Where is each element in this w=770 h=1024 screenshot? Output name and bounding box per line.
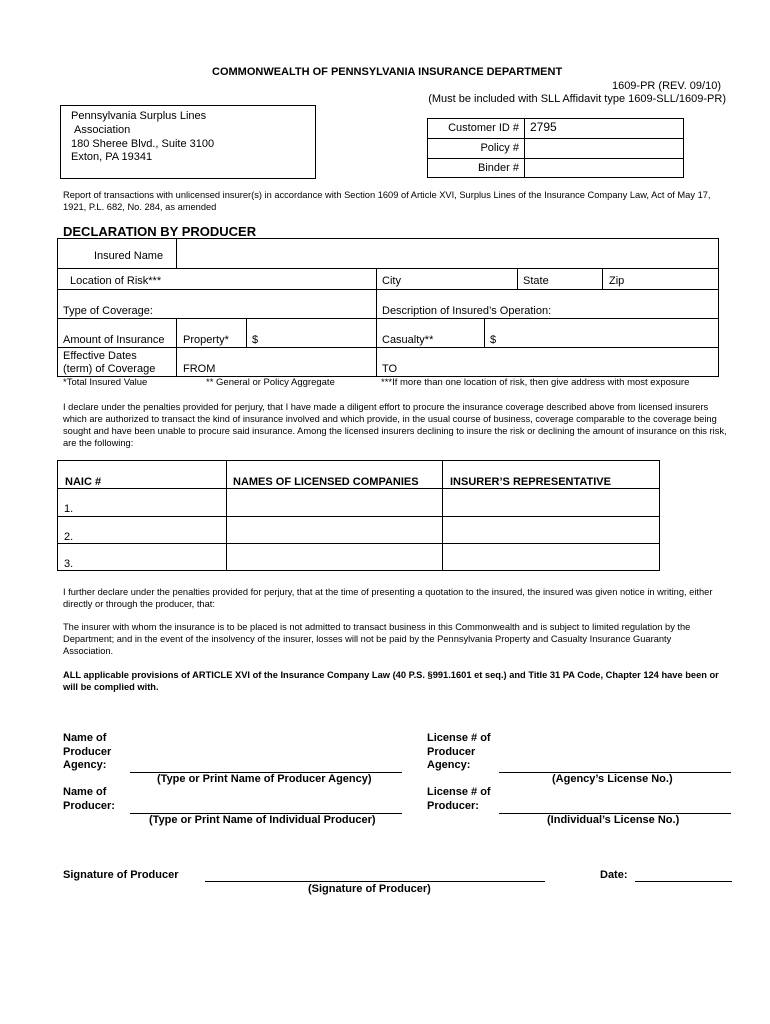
policy-input[interactable] xyxy=(525,139,683,157)
agency-license-label-2: Producer xyxy=(427,746,476,758)
insured-name-label: Insured Name xyxy=(94,250,164,262)
further-text: I further declare under the penalties provided for perjury, that at the time of presenting a quotation to the insured, the insured was given notice in writing, either directly or through the producer, that: xyxy=(63,587,713,609)
producer-name-label-2: Producer: xyxy=(63,800,115,812)
declaration-heading: DECLARATION BY PRODUCER xyxy=(63,224,257,239)
table-row-2: 2. xyxy=(64,531,74,543)
date-label: Date: xyxy=(600,869,628,881)
provisions-text: ALL applicable provisions of ARTICLE XVI of the Insurance Company Law (40 P.S. §991.1601 et seq.) and Title 31 PA Code, Chapter 124 have been or will be complied with. xyxy=(63,670,719,692)
address-line-4: Exton, PA 19341 xyxy=(71,151,153,163)
amount-label: Amount of Insurance xyxy=(63,334,165,346)
state-label: State xyxy=(523,275,549,287)
address-line-2: Association xyxy=(74,124,131,136)
affidavit-note: (Must be included with SLL Affidavit type 1609-SLL/1609-PR) xyxy=(428,93,726,105)
footnote-location: ***If more than one location of risk, then give address with most exposure xyxy=(381,377,690,388)
signature-caption: (Signature of Producer) xyxy=(308,883,431,895)
insured-name-input[interactable] xyxy=(178,240,717,266)
address-line-1: Pennsylvania Surplus Lines xyxy=(71,110,207,122)
producer-license-label-1: License # of xyxy=(427,786,491,798)
companies-header: NAMES OF LICENSED COMPANIES xyxy=(233,476,419,488)
to-label: TO xyxy=(382,363,398,375)
signature-field[interactable] xyxy=(205,881,545,882)
footnote-total: *Total Insured Value xyxy=(63,377,148,388)
operation-description-label: Description of Insured’s Operation: xyxy=(382,305,552,317)
agency-name-label-3: Agency: xyxy=(63,759,107,771)
effective-dates-label: Effective Dates xyxy=(63,350,137,362)
binder-label: Binder # xyxy=(478,162,519,174)
agency-name-caption: (Type or Print Name of Producer Agency) xyxy=(157,773,372,785)
address-line-3: 180 Sheree Blvd., Suite 3100 xyxy=(71,138,215,150)
effective-term-label: (term) of Coverage xyxy=(63,363,156,375)
footnote-aggregate: ** General or Policy Aggregate xyxy=(206,377,335,388)
location-label: Location of Risk*** xyxy=(70,275,162,287)
naic-header: NAIC # xyxy=(65,476,102,488)
agency-license-label-3: Agency: xyxy=(427,759,471,771)
date-field[interactable] xyxy=(635,881,732,882)
form-number: 1609-PR (REV. 09/10) xyxy=(611,80,721,92)
property-label: Property* xyxy=(183,334,229,346)
insurer-notice-text: The insurer with whom the insurance is to be placed is not admitted to transact business in this Commonwealth and is subject to limited regulation by the Department; and in the event of the insolvency of the insurer, losses will not be paid by the Pennsylvania Property and Casualty Insurance Guaranty Association. xyxy=(63,622,691,656)
producer-license-caption: (Individual’s License No.) xyxy=(547,814,680,826)
producer-license-label-2: Producer: xyxy=(427,800,479,812)
producer-name-label-1: Name of xyxy=(63,786,107,798)
table-row-3: 3. xyxy=(64,558,74,570)
report-text: Report of transactions with unlicensed insurer(s) in accordance with Section 1609 of Article XVI, Surplus Lines of the Insurance Company Law, Act of May 17, 1921, P.L. 682, No. 284, as amended xyxy=(63,190,711,212)
casualty-label: Casualty** xyxy=(382,334,434,346)
representative-header: INSURER’S REPRESENTATIVE xyxy=(450,476,611,488)
customer-id-label: Customer ID # xyxy=(448,122,519,134)
binder-input[interactable] xyxy=(525,159,683,177)
property-dollar: $ xyxy=(252,334,259,346)
casualty-dollar: $ xyxy=(490,334,497,346)
table-row-1: 1. xyxy=(64,503,74,515)
agency-license-caption: (Agency’s License No.) xyxy=(552,773,673,785)
agency-name-label-2: Producer xyxy=(63,746,112,758)
perjury-text: I declare under the penalties provided for perjury, that I have made a diligent effort to procure the insurance coverage described above from licensed insurers which are authorized to transact the kind of insurance involved and which provide, in the usual course of business, coverage comparable to the coverage being sought and have been unable to procure said insurance. Among the licensed insurers declining to insure the risk or declining the amount of insurance on this risk, are the following: xyxy=(63,402,727,448)
agency-license-label-1: License # of xyxy=(427,732,491,744)
producer-name-caption: (Type or Print Name of Individual Producer) xyxy=(149,814,376,826)
zip-label: Zip xyxy=(609,275,625,287)
from-label: FROM xyxy=(183,363,216,375)
customer-id-input[interactable]: 2795 xyxy=(530,120,557,134)
coverage-type-label: Type of Coverage: xyxy=(63,305,153,317)
page-title: COMMONWEALTH OF PENNSYLVANIA INSURANCE DEPARTMENT xyxy=(212,66,563,78)
signature-label: Signature of Producer xyxy=(63,869,179,881)
policy-label: Policy # xyxy=(480,142,519,154)
agency-name-label-1: Name of xyxy=(63,732,107,744)
city-label: City xyxy=(382,275,401,287)
